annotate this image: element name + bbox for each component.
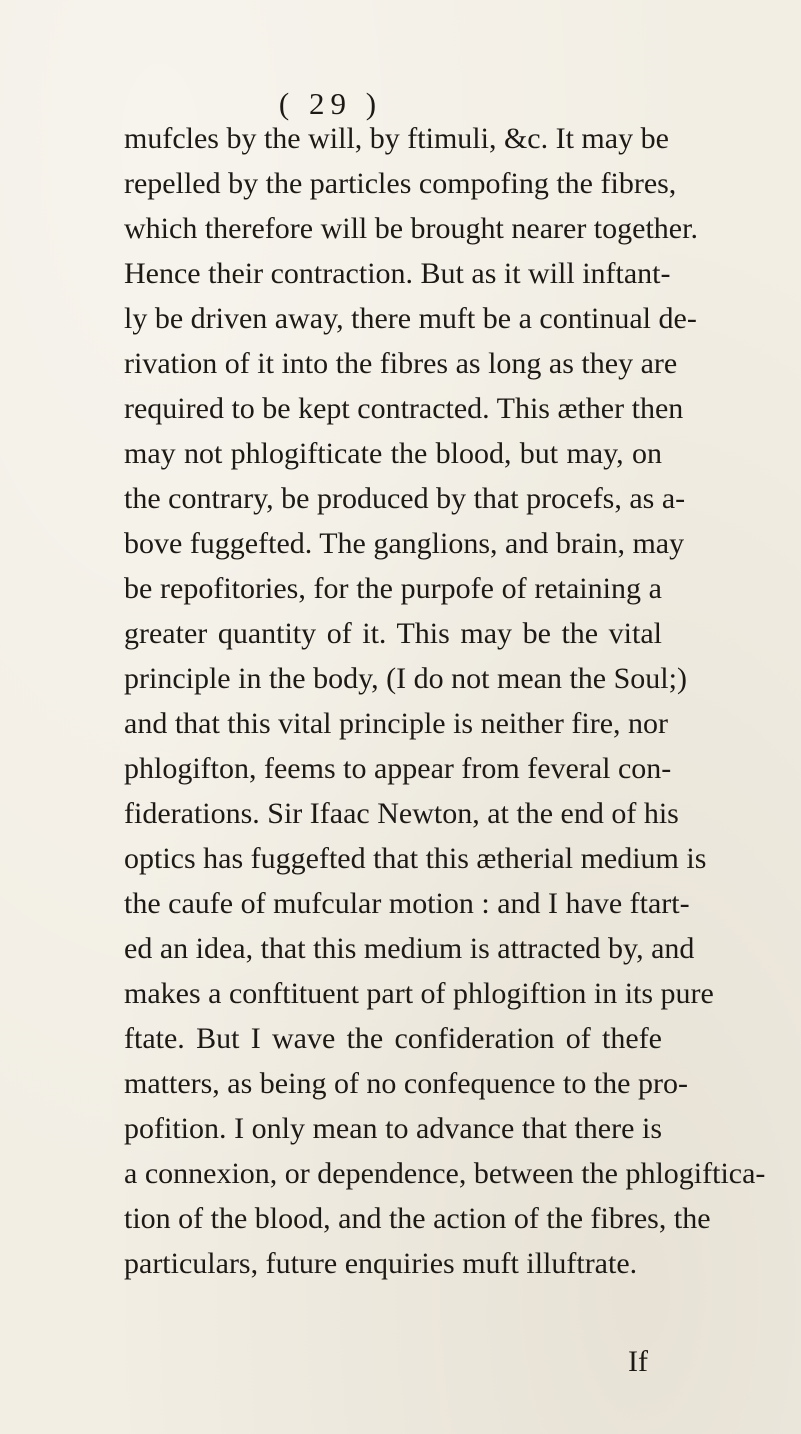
text-line: matters, as being of no confequence to the pro- [124, 1067, 688, 1100]
text-line: repelled by the particles compofing the fibres, [124, 167, 677, 200]
text-line: Hence their contraction. But as it will inftant- [124, 257, 671, 290]
text-line: may not phlogifticate the blood, but may, on [124, 437, 662, 470]
text-line: greater quantity of it. This may be the vital [124, 617, 662, 650]
text-line: rivation of it into the fibres as long as they are [124, 347, 678, 380]
text-line: ftate. But I wave the confideration of thefe [124, 1022, 662, 1055]
text-line: the contrary, be produced by that procefs, as a- [124, 482, 686, 515]
text-line: optics has fuggefted that this ætherial medium is [124, 842, 707, 875]
text-line: tion of the blood, and the action of the fibres, the [124, 1202, 711, 1235]
text-line: ly be driven away, there muft be a continual de- [124, 302, 697, 335]
text-line: phlogifton, feems to appear from feveral con- [124, 752, 672, 785]
text-line: mufcles by the will, by ftimuli, &c. It may be [124, 122, 669, 155]
text-line: particulars, future enquiries muft illuftrate. [124, 1247, 638, 1280]
text-line: pofition. I only mean to advance that there is [124, 1112, 662, 1145]
text-line: and that this vital principle is neither fire, nor [124, 707, 669, 740]
text-line: principle in the body, (I do not mean the Soul;) [124, 662, 687, 695]
catchword: If [628, 1345, 648, 1378]
text-line: which therefore will be brought nearer together. [124, 212, 698, 245]
body-text [124, 116, 766, 1286]
text-line: the caufe of mufcular motion : and I have ftart- [124, 887, 690, 920]
page-number: ( 29 ) [278, 86, 383, 121]
text-line: a connexion, or dependence, between the phlogiftica- [124, 1157, 766, 1190]
text-line: ed an idea, that this medium is attracted by, and [124, 932, 695, 965]
text-line: be repofitories, for the purpofe of retaining a [124, 572, 662, 605]
text-line: makes a conftituent part of phlogiftion in its pure [124, 977, 714, 1010]
text-line: bove fuggefted. The ganglions, and brain, may [124, 527, 685, 560]
text-line: fiderations. Sir Ifaac Newton, at the end of his [124, 797, 679, 830]
text-line: required to be kept contracted. This æther then [124, 392, 684, 425]
